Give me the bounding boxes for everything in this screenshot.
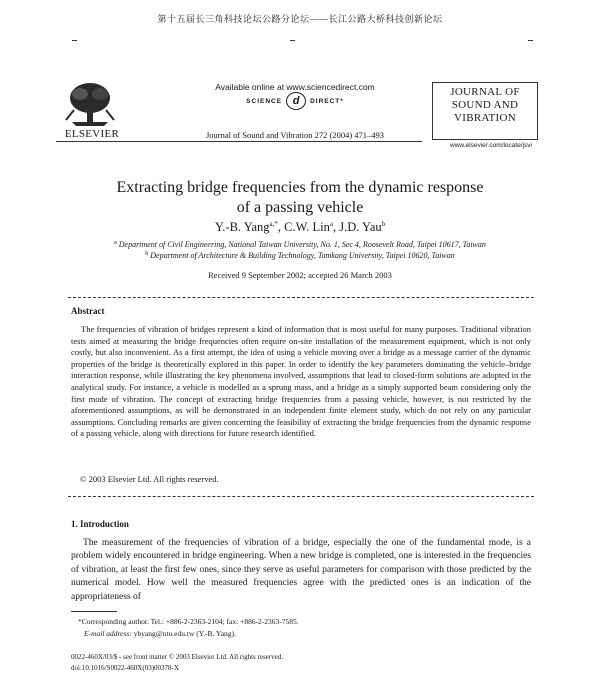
- affiliation-a: [40, 240, 560, 249]
- author-sep: ,: [332, 220, 340, 234]
- author-name: J.D. Yau: [339, 220, 382, 234]
- email-note: [84, 629, 236, 638]
- publisher-name: ELSEVIER: [64, 128, 120, 140]
- footnote-rule: [71, 611, 117, 612]
- journal-title: JOURNAL OF SOUND AND VIBRATION: [450, 86, 520, 124]
- header-rule: [56, 141, 422, 142]
- author-name: C.W. Lin: [284, 220, 330, 234]
- author-name: Y.-B. Yang: [214, 220, 270, 234]
- sd-right-text: DIRECT*: [310, 97, 344, 105]
- affiliation-mark: b: [145, 251, 149, 257]
- header-tick-right: [528, 40, 533, 41]
- sd-mark-icon: d: [286, 92, 306, 110]
- doi-line: doi:10.1016/S0022-460X(03)00378-X: [71, 664, 179, 672]
- email-value: ybyang@ntu.edu.tw (Y.-B. Yang).: [133, 629, 236, 638]
- affiliation-text: Department of Architecture & Building Technology, Tamkang University, Taipei 10620, Taiwan: [150, 251, 455, 260]
- affiliation-text: Department of Civil Engineering, National Taiwan University, No. 1, Sec 4, Roosevelt Road, Taipei 10617, Taiwan: [118, 240, 486, 249]
- sciencedirect-logo: [215, 93, 375, 109]
- sd-left-text: SCIENCE: [246, 97, 283, 105]
- abstract-heading: Abstract: [71, 306, 105, 316]
- affiliation-mark: a: [114, 240, 117, 246]
- front-matter-line: 0022-460X/03/$ - see front matter © 2003 Elsevier Ltd. All rights reserved.: [71, 653, 283, 661]
- journal-url: www.elsevier.com/locate/jsvi: [450, 142, 532, 149]
- introduction-body: The measurement of the frequencies of vibration of a bridge, especially the one of the fundamental mode, is a problem widely encountered in bridge engineering. When a new bridge is completed, one is interested in the frequencies of vibration, at least the first few ones, since they serve as useful parameters for comparison with those predicted by the numerical model. How well the measured frequencies agree with the predicted ones is an indication of the appropriateness of: [71, 538, 531, 602]
- header-tick-left: [72, 40, 77, 41]
- author-sup: b: [381, 220, 386, 228]
- corresponding-author-note: *Corresponding author. Tel.: +886-2-2363-2104; fax: +886-2-2363-7585.: [78, 617, 299, 626]
- author-sup: a: [329, 220, 333, 228]
- author-list: [60, 220, 540, 235]
- affiliation-b: [40, 251, 560, 260]
- email-label: E-mail address:: [84, 629, 132, 638]
- conference-header: 第十五届长三角科技论坛公路分论坛——长江公路大桥科技创新论坛: [157, 14, 443, 24]
- received-dates: Received 9 September 2002; accepted 26 March 2003: [208, 270, 392, 280]
- title-rule: [68, 297, 534, 298]
- abstract-body: The frequencies of vibration of bridges represent a kind of information that is most useful for many purposes. Traditional vibration tests aimed at measuring the bridge frequencies often require on-site installation of the measurement equipment, which is not only costly, but also inconvenient. As a first attempt, the idea of using a vehicle moving over a bridge as a message carrier of the dynamic properties of the bridge is theoretically explored in this paper. In order to identify the key parameters dominating the vehicle–bridge interaction response, while illustrating the key phenomena involved, assumptions that lead to closed-form solutions are adopted in the analytical study. For instance, a vehicle is modelled as a sprung mass, and a bridge as a simply supported beam considering only the first mode of vibration. The concept of extracting bridge frequencies from a passing vehicle, however, is not restricted by the aforementioned assumptions, as will be demonstrated in an independent finite element study, which do not rely on any particular assumptions. Concluding remarks are given concerning the feasibility of extracting the bridge frequencies from the dynamic response of a passing vehicle, along with directions for future research identified.: [71, 324, 531, 439]
- elsevier-tree-logo-icon: [60, 80, 120, 128]
- author-sep: ,: [277, 220, 285, 234]
- author-sup: a,*: [269, 220, 278, 228]
- abstract-rule: [68, 496, 534, 497]
- introduction-heading: 1. Introduction: [71, 519, 129, 529]
- available-online-text: Available online at www.sciencedirect.com: [215, 82, 375, 92]
- header-tick-center: [290, 40, 295, 41]
- article-title: Extracting bridge frequencies from the dynamic response of a passing vehicle: [116, 179, 484, 216]
- abstract-copyright: © 2003 Elsevier Ltd. All rights reserved.: [80, 474, 219, 484]
- journal-reference: Journal of Sound and Vibration 272 (2004) 471–493: [205, 130, 385, 140]
